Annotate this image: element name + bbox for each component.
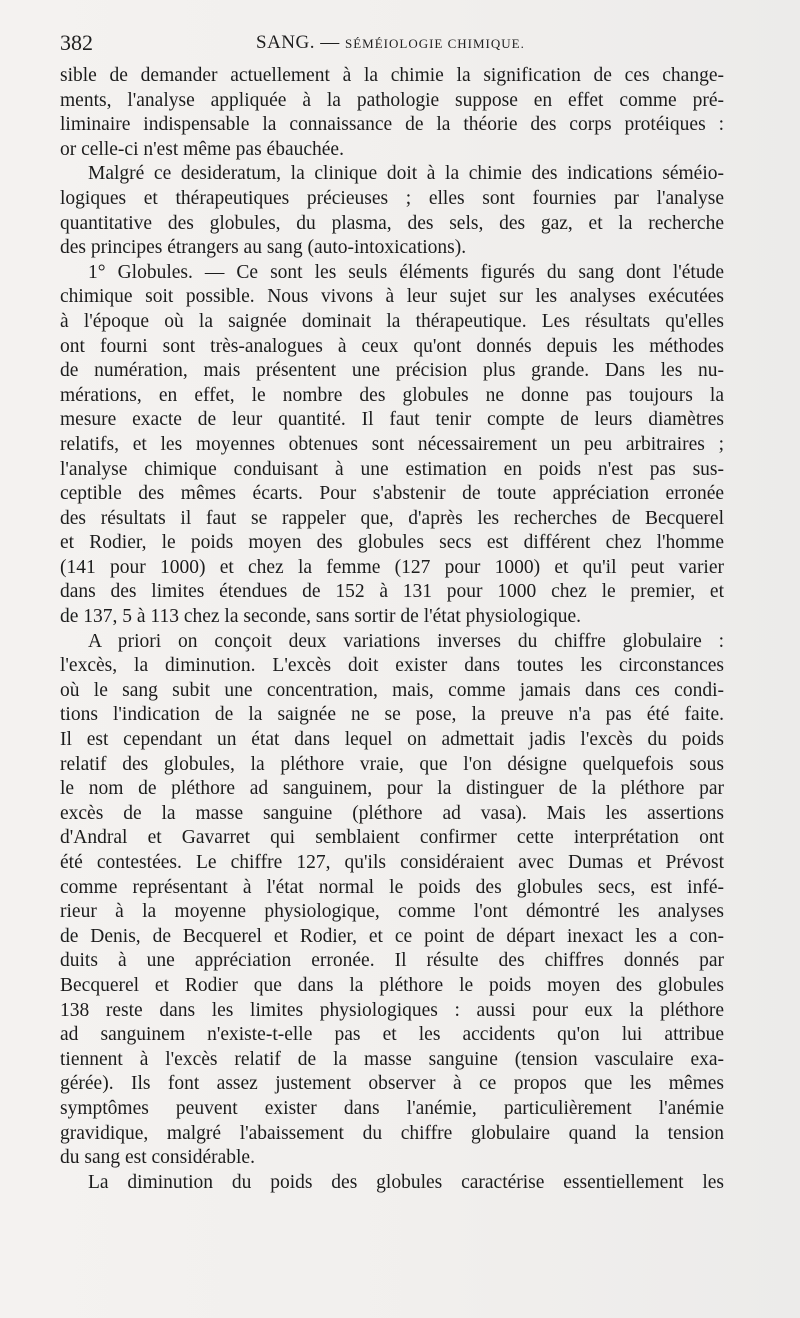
body-text [60,64,724,1195]
text-line: à l'époque où la saignée dominait la thérapeutique. Les résultats qu'elles [60,310,724,332]
text-line: d'Andral et Gavarret qui semblaient confirmer cette interprétation ont [60,827,724,849]
text-line: relatifs, et les moyennes obtenues sont nécessairement un peu arbitraires ; [60,433,724,455]
text-line: duits à une appréciation erronée. Il résulte des chiffres donnés par [60,950,724,972]
text-line: et Rodier, le poids moyen des globules secs est différent chez l'homme [60,532,724,554]
text-line: où le sang subit une concentration, mais, comme jamais dans ces condi- [60,679,724,701]
text-line: Il est cependant un état dans lequel on admettait jadis l'excès du poids [60,729,724,751]
text-line: ad sanguinem n'existe-t-elle pas et les accidents qu'on lui attribue [60,1024,724,1046]
text-line: symptômes peuvent exister dans l'anémie, particulièrement l'anémie [60,1097,724,1119]
text-line: été contestées. Le chiffre 127, qu'ils considéraient avec Dumas et Prévost [60,852,724,873]
text-line: comme représentant à l'état normal le poids des globules secs, est infé- [60,876,724,898]
running-title-main: SANG. [256,32,315,53]
text-line: tiennent à l'excès relatif de la masse sanguine (tension vasculaire exa- [60,1048,724,1070]
text-line: l'analyse chimique conduisant à une estimation en poids n'est pas sus- [60,458,724,480]
text-line: Malgré ce desideratum, la clinique doit à la chimie des indications séméio- [88,163,724,185]
text-line: relatif des globules, la pléthore vraie, que l'on désigne quelquefois sous [60,753,724,775]
text-line: ont fourni sont très-analogues à ceux qu'ont donnés depuis les méthodes [60,335,724,357]
text-line: Becquerel et Rodier que dans la pléthore le poids moyen des globules [60,974,724,996]
text-line: dans des limites étendues de 152 à 131 pour 1000 chez le premier, et [60,581,724,603]
text-line: mérations, en effet, le nombre des globules ne donne pas toujours la [60,384,724,406]
text-line: de numération, mais présentent une précision plus grande. Dans les nu- [60,360,724,382]
text-line: A priori on conçoit deux variations inverses du chiffre globulaire : [88,630,724,652]
running-title-sub: SÉMÉIOLOGIE CHIMIQUE. [344,36,525,51]
text-line: excès de la masse sanguine (pléthore ad vasa). Mais les assertions [60,802,724,824]
text-line: ments, l'analyse appliquée à la pathologie suppose en effet comme pré- [60,89,724,111]
running-title-separator: — [320,32,340,53]
text-line: des principes étrangers au sang (auto-intoxications). [60,237,467,259]
text-line: liminaire indispensable la connaissance de la théorie des corps protéiques : [60,114,724,136]
text-line: gravidique, malgré l'abaissement du chiffre globulaire quand la tension [60,1122,724,1144]
text-line: or celle-ci n'est même pas ébauchée. [60,138,344,160]
text-line: sible de demander actuellement à la chimie la signification de ces change- [60,65,724,86]
page-header [60,30,740,60]
text-line: de Denis, de Becquerel et Rodier, et ce point de départ inexact les a con- [60,925,724,947]
text-line: le nom de pléthore ad sanguinem, pour la distinguer de la pléthore par [60,778,724,800]
text-line: ceptible des mêmes écarts. Pour s'abstenir de toute appréciation erronée [60,483,724,505]
text-line: de 137, 5 à 113 chez la seconde, sans sortir de l'état physiologique. [60,606,582,628]
text-line: des résultats il faut se rappeler que, d'après les recherches de Becquerel [60,507,724,529]
text-line: chimique soit possible. Nous vivons à leur sujet sur les analyses exécutées [60,286,724,308]
text-line: logiques et thérapeutiques précieuses ; elles sont fournies par l'analyse [60,187,724,209]
text-line: mesure exacte de leur quantité. Il faut tenir compte de leurs diamètres [60,409,724,431]
text-line: La diminution du poids des globules caractérise essentiellement les [88,1171,724,1193]
text-line: l'excès, la diminution. L'excès doit exister dans toutes les circonstances [60,655,724,677]
text-line: gérée). Ils font assez justement observer à ce propos que les mêmes [60,1073,724,1095]
text-line: du sang est considérable. [60,1147,255,1169]
page-number: 382 [60,30,93,55]
text-line: rieur à la moyenne physiologique, comme l'ont démontré les analyses [60,901,724,923]
text-line: quantitative des globules, du plasma, des sels, des gaz, et la recherche [60,212,724,234]
text-line: 1° Globules. — Ce sont les seuls éléments figurés du sang dont l'étude [88,261,724,283]
text-line: tions l'indication de la saignée ne se pose, la preuve n'a pas été faite. [60,704,724,726]
text-line: 138 reste dans les limites physiologiques : aussi pour eux la pléthore [60,999,724,1021]
running-title [256,32,525,54]
text-line: (141 pour 1000) et chez la femme (127 pour 1000) et qu'il peut varier [60,556,724,578]
